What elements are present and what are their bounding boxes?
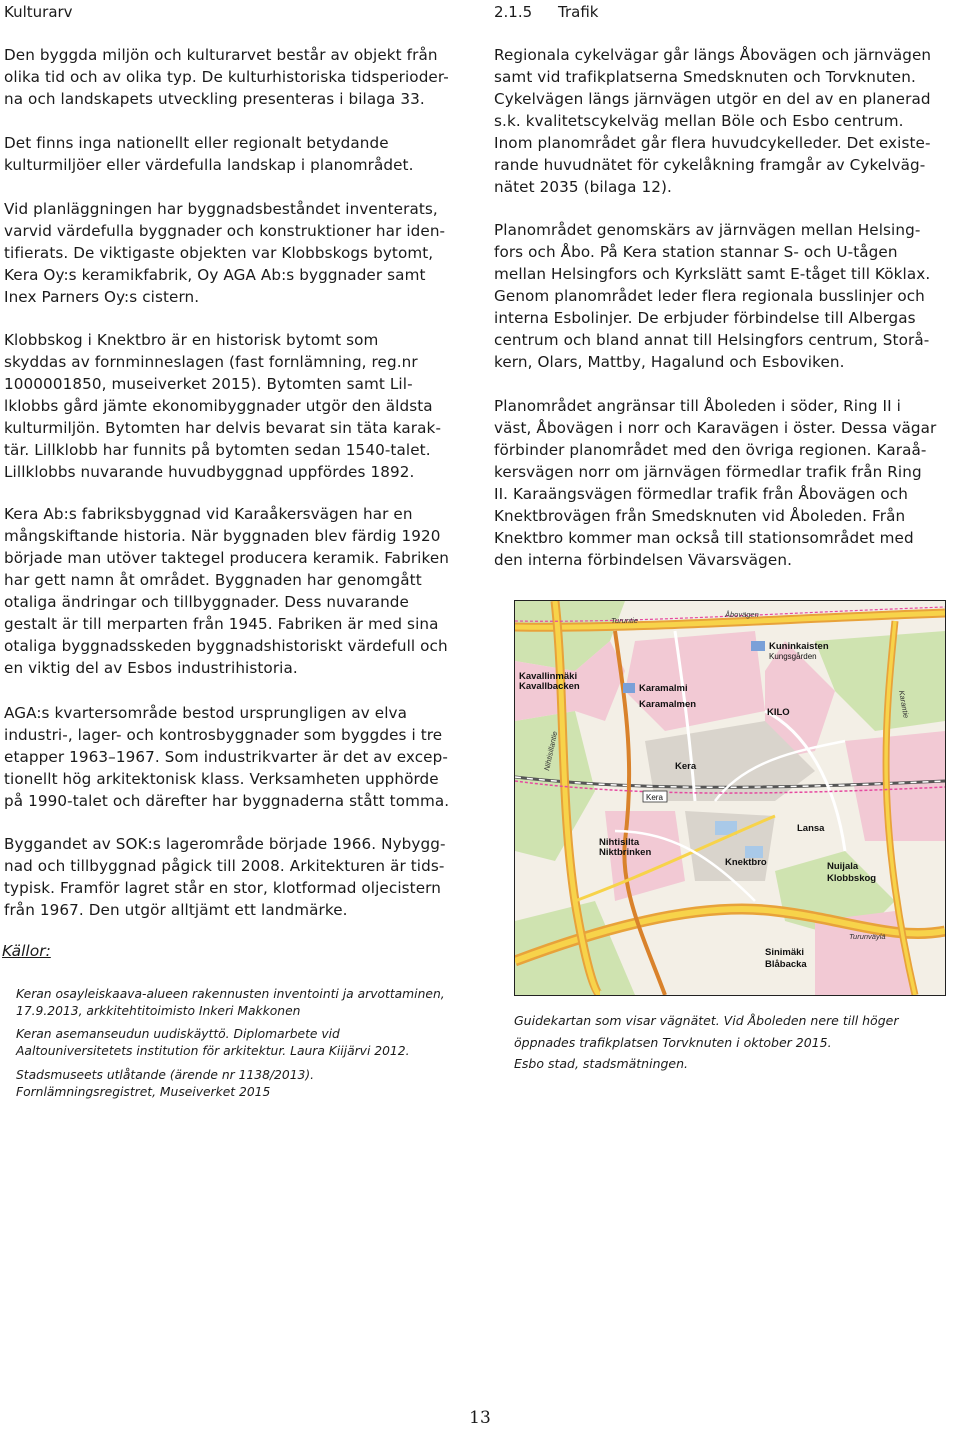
svg-text:KILO: KILO bbox=[767, 707, 790, 718]
sources-label: Källor: bbox=[2, 942, 51, 960]
svg-text:Niktbrinken: Niktbrinken bbox=[599, 847, 652, 858]
svg-text:Kera: Kera bbox=[675, 761, 697, 772]
reference-item: Keran osayleiskaava-alueen rakennusten inventointi ja arvottaminen, 17.9.2013, arkkitehtitoimisto Inkeri Makkonen bbox=[16, 987, 445, 1018]
svg-text:Kera: Kera bbox=[646, 793, 663, 802]
guide-map bbox=[514, 600, 946, 996]
paragraph: Regionala cykelvägar går längs Åbovägen och järnvägen samt vid trafikplatserna Smedsknuten och Torvknuten. Cykelvägen längs järnvägen utgör en del av en planerad s.k. kvalitetscykelväg mellan Böle och Esbo centrum. Inom planområdet går flera huvudcykelleder. Det existe- rande huvudnätet för cykelåkning framgår av Cykelväg- nätet 2035 (bilaga 12). bbox=[494, 46, 932, 196]
reference-item: Keran asemanseudun uudiskäyttö. Diplomarbete vid Aaltouniversitetets institution för arkitektur. Laura Kiijärvi 2012. bbox=[16, 1027, 410, 1058]
svg-text:Klobbskog: Klobbskog bbox=[827, 873, 877, 884]
svg-text:Knektbro: Knektbro bbox=[725, 857, 767, 868]
paragraph: Den byggda miljön och kulturarvet består av objekt från olika tid och av olika typ. De kulturhistoriska tidsperioder- na och landskapets utveckling presenteras i bilaga 33. bbox=[4, 46, 449, 108]
svg-text:Kungsgården: Kungsgården bbox=[769, 652, 817, 661]
page-number: 13 bbox=[469, 1408, 491, 1428]
svg-text:Sinimäki: Sinimäki bbox=[765, 947, 805, 958]
svg-text:Åbovägen: Åbovägen bbox=[725, 610, 759, 619]
paragraph: AGA:s kvartersområde bestod ursprungligen av elva industri-, lager- och kontrosbyggnader som byggdes i tre etapper 1963–1967. Som industrikvarter är det av excep- tionellt hög arkitektonisk klass. Verksamheten upphörde på 1990-talet och därefter har byggnaderna stått tomma. bbox=[4, 704, 450, 810]
section-heading-kulturarv: Kulturarv bbox=[4, 3, 73, 21]
svg-text:Kavallbacken: Kavallbacken bbox=[519, 681, 580, 692]
paragraph: Kera Ab:s fabriksbyggnad vid Karaåkersvägen har en mångskiftande historia. När byggnaden blev färdig 1920 började man utöver taktegel producera keramik. Fabriken har gett namn åt området. Byggnaden har genomgått otaliga ändringar och tillbyggnader. Dess nuvarande gestalt är till merparten från 1945. Fabriken är med sina otaliga byggnadsskeden byggnadshistoriskt värdefull och en viktig del av Esbos industrihistoria. bbox=[4, 505, 450, 677]
map-caption: Guidekartan som visar vägnätet. Vid Åboleden nere till höger öppnades trafikplatsen Torvknuten i oktober 2015. Esbo stad, stadsmätningen. bbox=[514, 1013, 899, 1071]
map-graphic bbox=[515, 601, 945, 995]
reference-item: Stadsmuseets utlåtande (ärende nr 1138/2013). Fornlämningsregistret, Museiverket 2015 bbox=[16, 1068, 315, 1099]
svg-text:Nuijala: Nuijala bbox=[827, 861, 859, 872]
svg-text:Nihtisilta: Nihtisilta bbox=[599, 837, 640, 848]
svg-text:Karantie: Karantie bbox=[897, 689, 911, 719]
section-title: Trafik bbox=[558, 3, 599, 21]
svg-text:Kavallinmäki: Kavallinmäki bbox=[519, 671, 578, 682]
svg-text:Nihtisillantie: Nihtisillantie bbox=[542, 730, 560, 772]
svg-text:Blåbacka: Blåbacka bbox=[765, 959, 807, 970]
paragraph: Planområdet angränsar till Åboleden i söder, Ring II i väst, Åbovägen i norr och Karavägen i öster. Dessa vägar förbinder planområdet med den övriga regionen. Karaå- kersvägen norr om järnvägen förmedlar trafik från Ring II. Karaängsvägen förmedlar trafik från Åbovägen och Knektbrovägen från Smedsknuten vid Åboleden. Från Knektbro kommer man också till stationsområdet med den interna förbindelsen Vävarsvägen. bbox=[494, 397, 937, 569]
section-number: 2.1.5 bbox=[494, 3, 533, 21]
paragraph: Klobbskog i Knektbro är en historisk bytomt som skyddas av fornminneslagen (fast fornlämning, reg.nr 1000001850, museiverket 2015). Bytomten samt Lil- lklobbs gård jämte ekonomibyggnader utgör den äldsta kulturmiljön. Bytomten har delvis bevarat sin täta karak- tär. Lillklobb har funnits på bytomten sedan 1540-talet. Lillklobbs nuvarande huvudbyggnad uppfördes 1892. bbox=[4, 331, 442, 481]
paragraph: Det finns inga nationellt eller regionalt betydande kulturmiljöer eller värdefulla landskap i planområdet. bbox=[4, 134, 414, 174]
map-label-kuninkainen: Kuninkaisten bbox=[769, 641, 829, 652]
paragraph: Planområdet genomskärs av järnvägen mellan Helsing- fors och Åbo. På Kera station stannar S- och U-tågen mellan Helsingfors och Kyrkslätt samt E-tåget till Köklax. Genom planområdet leder flera regionala busslinjer och interna Esbolinjer. De erbjuder förbindelse till Albergas centrum och bland annat till Helsingfors centrum, Storå- kern, Olars, Mattby, Hagalund och Esboviken. bbox=[494, 221, 931, 371]
svg-text:Karamalmen: Karamalmen bbox=[639, 699, 697, 710]
svg-text:Turunväylä: Turunväylä bbox=[849, 932, 886, 941]
svg-text:Turuntie: Turuntie bbox=[611, 616, 638, 625]
section-heading-trafik bbox=[494, 2, 598, 22]
svg-text:Lansa: Lansa bbox=[797, 823, 825, 834]
svg-text:Karamalmi: Karamalmi bbox=[639, 683, 688, 694]
paragraph: Byggandet av SOK:s lagerområde började 1966. Nybygg- nad och tillbyggnad pågick till 2008. Arkitekturen är tids- typisk. Framför lagret står en stor, klotformad oljecistern från 1967. Den utgör alltjämt ett landmärke. bbox=[4, 835, 446, 919]
paragraph: Vid planläggningen har byggnadsbeståndet inventerats, varvid värdefulla byggnader och konstruktioner har iden- tifierats. De viktigaste objekten var Klobbskogs bytomt, Kera Oy:s keramikfabrik, Oy AGA Ab:s byggnader samt Inex Parners Oy:s cistern. bbox=[4, 200, 446, 306]
